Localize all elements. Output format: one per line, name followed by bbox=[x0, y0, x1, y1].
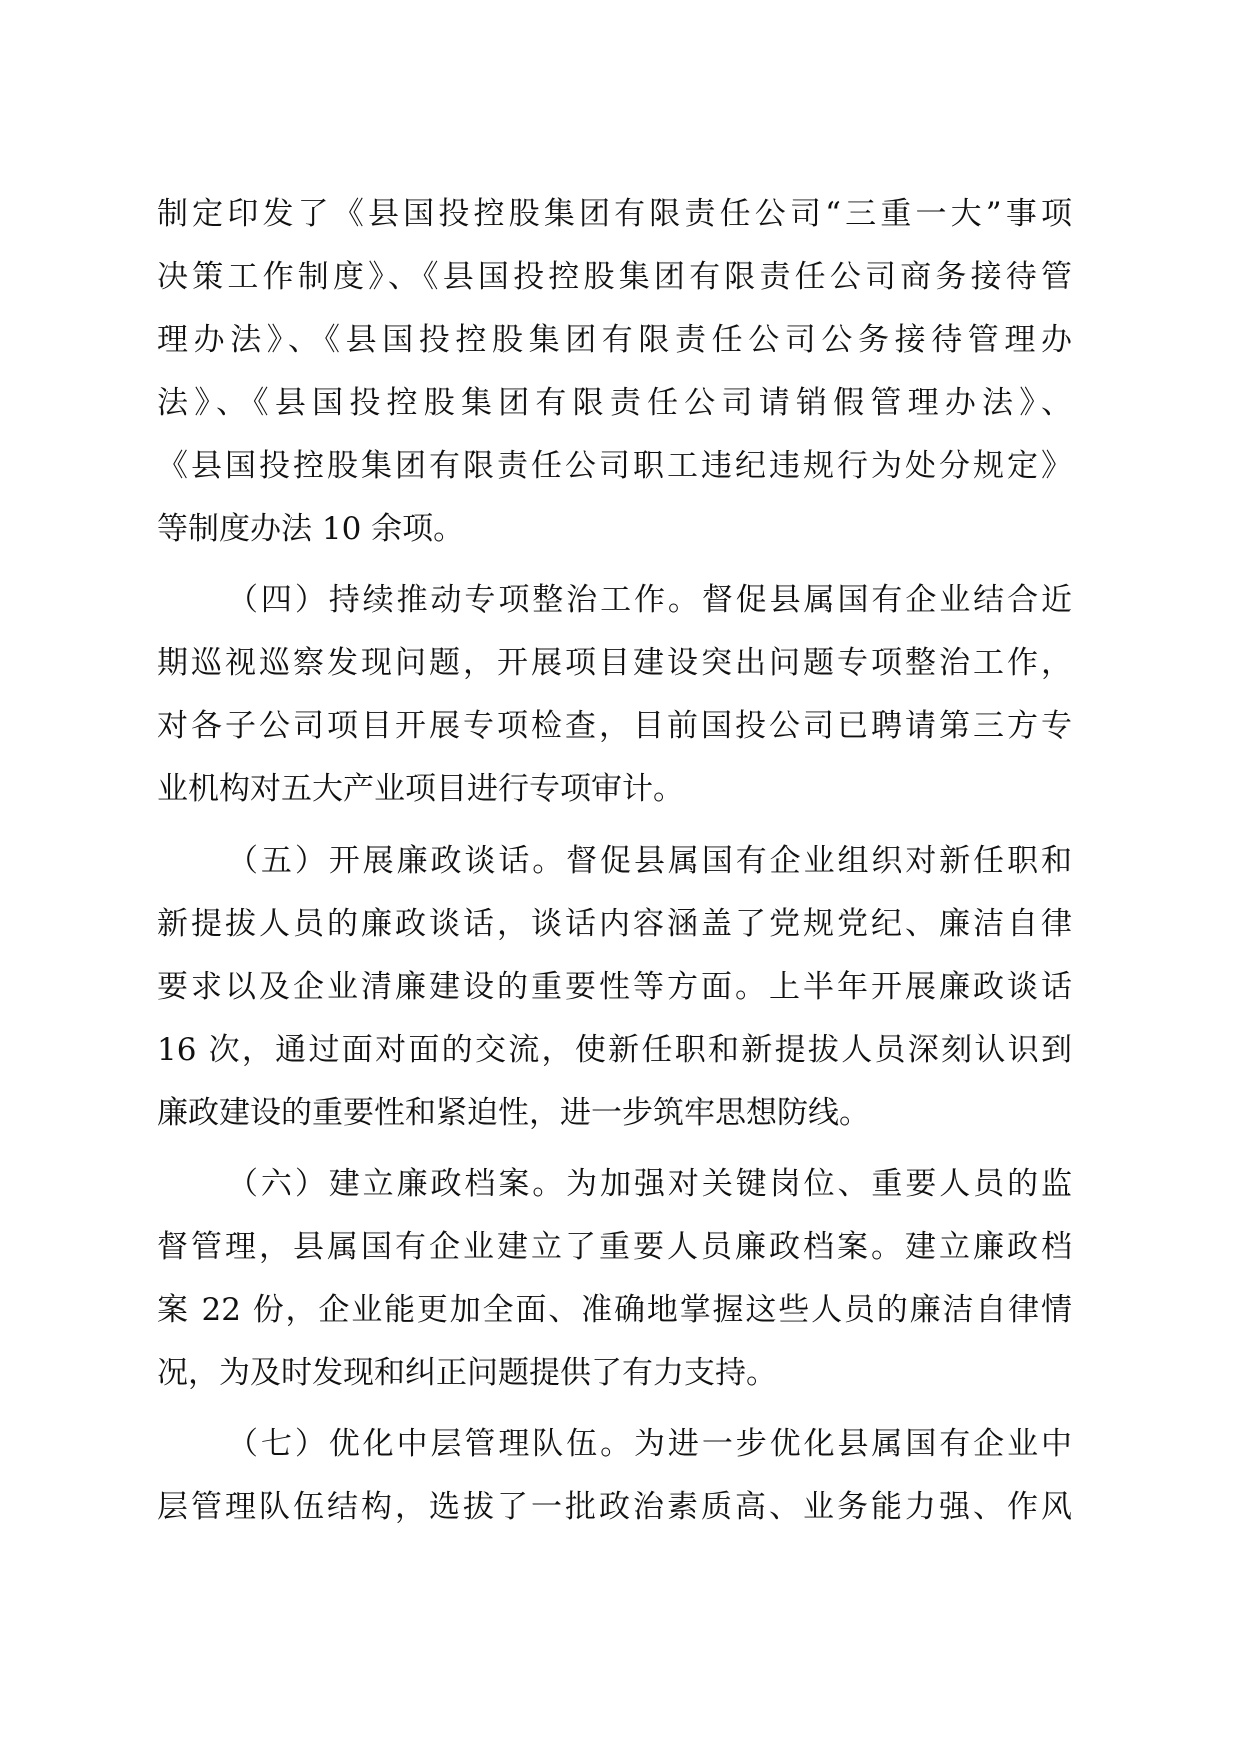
text-line: 业机构对五大产业项目进行专项审计。 bbox=[157, 771, 684, 807]
text-line: 16 次，通过面对面的交流，使新任职和新提拔人员深刻认识到 bbox=[157, 1032, 1072, 1068]
text-line: 新提拔人员的廉政谈话，谈话内容涵盖了党规党纪、廉洁自律 bbox=[157, 906, 1072, 942]
section-6-heading: （六）建立廉政档案。 bbox=[227, 1166, 567, 1202]
section-7-heading: （七）优化中层管理队伍。 bbox=[227, 1426, 634, 1462]
text-line: 督管理，县属国有企业建立了重要人员廉政档案。建立廉政档 bbox=[157, 1229, 1072, 1265]
text-line: 案 22 份，企业能更加全面、准确地掌握这些人员的廉洁自律情 bbox=[157, 1292, 1072, 1328]
text-line: 《县国投控股集团有限责任公司职工违纪违规行为处分规定》 bbox=[157, 448, 1072, 484]
text-line: 决策工作制度》、《县国投控股集团有限责任公司商务接待管 bbox=[157, 259, 1072, 295]
section-5-text: 督促县属国有企业组织对新任职和 bbox=[566, 843, 1072, 879]
section-7-first-line bbox=[157, 1412, 1072, 1476]
text-line: 要求以及企业清廉建设的重要性等方面。上半年开展廉政谈话 bbox=[157, 969, 1072, 1005]
text-line: 制定印发了《县国投控股集团有限责任公司“三重一大”事项 bbox=[157, 196, 1072, 232]
text-line: 法》、《县国投控股集团有限责任公司请销假管理办法》、 bbox=[157, 385, 1072, 421]
section-5-heading: （五）开展廉政谈话。 bbox=[227, 843, 567, 879]
text-line: 廉政建设的重要性和紧迫性，进一步筑牢思想防线。 bbox=[157, 1095, 870, 1131]
section-4-first-line bbox=[157, 568, 1072, 632]
section-6-text: 为加强对关键岗位、重要人员的监 bbox=[566, 1166, 1072, 1202]
text-line: 等制度办法 10 余项。 bbox=[157, 511, 465, 547]
section-4-text: 督促县属国有企业结合近 bbox=[701, 582, 1072, 618]
text-line: 理办法》、《县国投控股集团有限责任公司公务接待管理办 bbox=[157, 322, 1072, 358]
section-5-first-line bbox=[157, 829, 1072, 893]
section-4-heading: （四）持续推动专项整治工作。 bbox=[227, 582, 702, 618]
text-line: 期巡视巡察发现问题，开展项目建设突出问题专项整治工作， bbox=[157, 645, 1072, 681]
text-line: 况，为及时发现和纠正问题提供了有力支持。 bbox=[157, 1355, 777, 1391]
section-6-first-line bbox=[157, 1152, 1072, 1216]
section-7-text: 为进一步优化县属国有企业中 bbox=[634, 1426, 1072, 1462]
text-line: 对各子公司项目开展专项检查，目前国投公司已聘请第三方专 bbox=[157, 708, 1072, 744]
text-line: 层管理队伍结构，选拔了一批政治素质高、业务能力强、作风 bbox=[157, 1489, 1072, 1525]
